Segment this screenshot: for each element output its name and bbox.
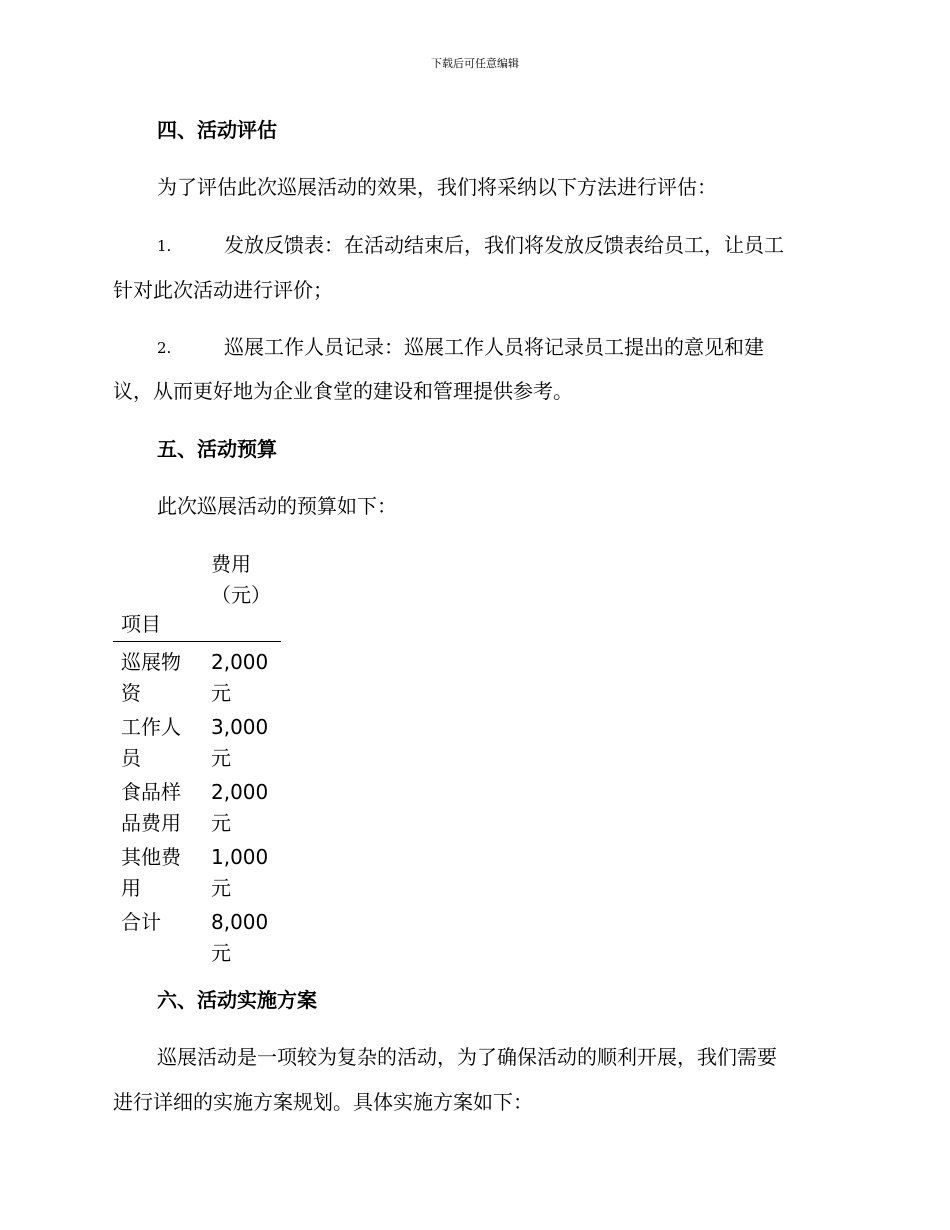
budget-row <box>113 772 281 837</box>
budget-row-item: 其他费用 <box>121 845 181 900</box>
budget-row-item: 合计 <box>121 910 161 934</box>
section-5-title: 五、活动预算 <box>157 437 277 461</box>
budget-row <box>113 707 281 772</box>
budget-header-item: 项目 <box>121 612 161 636</box>
budget-row <box>113 837 281 902</box>
budget-table-header-row <box>113 553 281 642</box>
budget-row-cost: 2,000元 <box>211 650 269 705</box>
item-2-line-2: 议，从而更好地为企业食堂的建设和管理提供参考。 <box>113 379 573 403</box>
budget-row-cost: 3,000元 <box>211 715 269 770</box>
budget-row-cost: 2,000元 <box>211 780 269 835</box>
item-1-line-2: 针对此次活动进行评价； <box>113 278 333 302</box>
item-2-number: 2. <box>157 339 172 357</box>
budget-row-cost: 8,000元 <box>211 910 269 965</box>
budget-row-item: 食品样品费用 <box>121 780 181 835</box>
section-5-intro: 此次巡展活动的预算如下： <box>157 494 397 518</box>
budget-row-item: 巡展物资 <box>121 650 181 705</box>
section-4-title: 四、活动评估 <box>157 118 277 142</box>
budget-row-item: 工作人员 <box>121 715 181 770</box>
item-1-number: 1. <box>157 237 172 255</box>
budget-row <box>113 642 281 707</box>
item-2-line-1: 巡展工作人员记录：巡展工作人员将记录员工提出的意见和建 <box>224 335 764 359</box>
section-6-paragraph-line-2: 进行详细的实施方案规划。具体实施方案如下： <box>113 1090 533 1114</box>
page-header: 下载后可任意编辑 <box>431 57 519 70</box>
item-1-line-1: 发放反馈表：在活动结束后，我们将发放反馈表给员工，让员工 <box>224 233 784 257</box>
section-6-title: 六、活动实施方案 <box>157 988 317 1012</box>
budget-header-cost: 费用（元） <box>211 552 271 607</box>
section-6-paragraph-line-1: 巡展活动是一项较为复杂的活动，为了确保活动的顺利开展，我们需要 <box>157 1045 777 1069</box>
budget-row-cost: 1,000元 <box>211 845 269 900</box>
budget-table <box>113 553 281 968</box>
section-4-intro: 为了评估此次巡展活动的效果，我们将采纳以下方法进行评估： <box>157 175 717 199</box>
budget-row-total <box>113 902 281 968</box>
